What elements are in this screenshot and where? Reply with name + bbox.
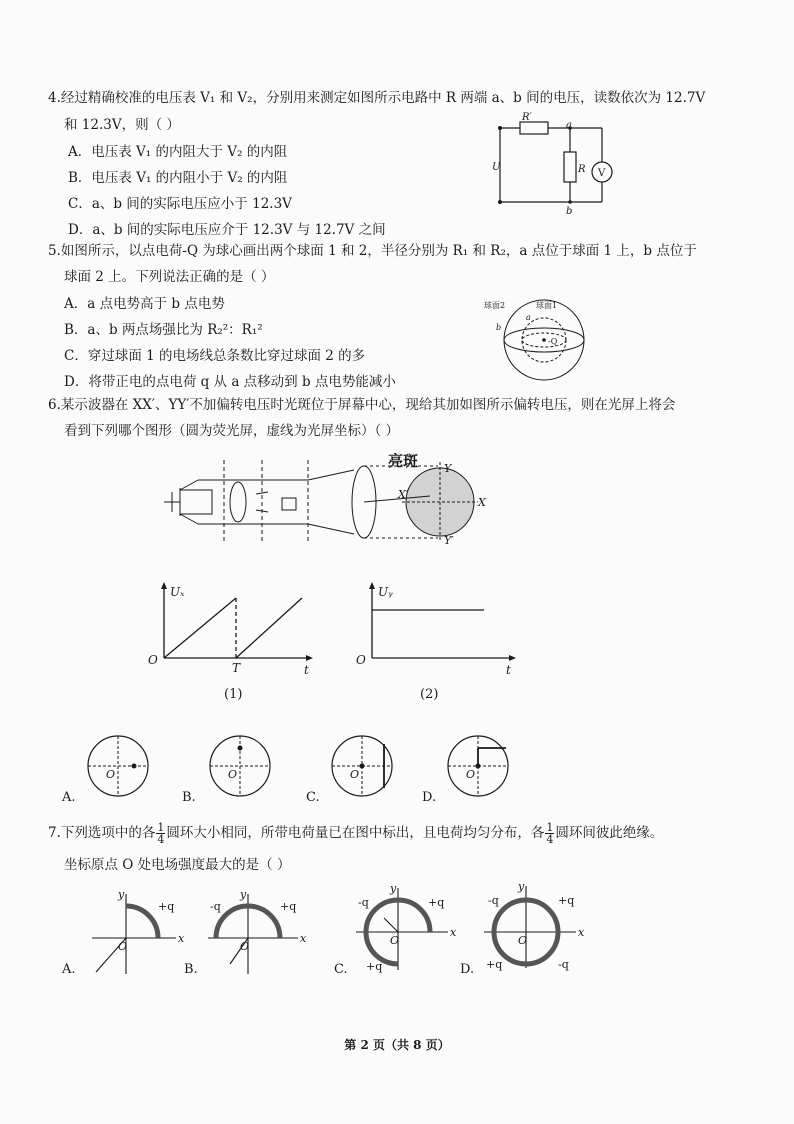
q7-a-charge: +q: [158, 900, 175, 913]
q7-a-y: y: [118, 888, 125, 901]
q5-option-c: C．穿过球面 1 的电场线总条数比穿过球面 2 的多: [64, 348, 366, 364]
q5-option-b: B．a、b 两点场强比为 R₂²：R₁²: [64, 322, 263, 338]
q6-choice-b-screen: [208, 734, 278, 804]
q7-choice-b-figure: [202, 886, 322, 976]
q4-stem-line1: 4.经过精确校准的电压表 V₁ 和 V₂，分别用来测定如图所示电路中 R 两端 a、b 间的电压，读数依次为 12.7V: [48, 90, 706, 106]
label-charge: -Q: [548, 337, 558, 346]
q7-stem-line1: [48, 822, 663, 845]
label-x-prime: X′: [398, 488, 409, 501]
label-y: Y: [444, 462, 452, 475]
q7-frac2-num: 1: [546, 821, 554, 834]
label-sphere1: 球面1: [536, 301, 558, 310]
q7-a-o: O: [118, 940, 128, 953]
label-u: U: [492, 162, 501, 173]
q7-c-x: x: [450, 926, 457, 939]
graph1-xlabel: t: [304, 663, 309, 677]
graph2-origin: O: [356, 653, 366, 667]
q6-stem-line2: 看到下列哪个图形（圆为荧光屏，虚线为光屏坐标）（ ）: [64, 423, 400, 439]
q6-choice-c-label: C.: [306, 790, 320, 805]
q7-choice-d-label: D.: [460, 962, 475, 977]
q7-d-x: x: [578, 926, 585, 939]
q5-stem-line2: 球面 2 上。下列说法正确的是（ ）: [64, 269, 275, 285]
q7-b-charge-pos: +q: [280, 900, 297, 913]
q7-stem-pre: 7.下列选项中的各: [48, 825, 156, 841]
label-sphere2: 球面2: [484, 301, 506, 310]
q6-graph-uy: [352, 580, 522, 710]
q7-frac1-num: 1: [157, 821, 165, 834]
q6-choice-d-origin: O: [466, 768, 476, 781]
q7-choice-c-label: C.: [334, 962, 348, 977]
q7-c-charge-pos2: +q: [366, 960, 383, 973]
q5-option-d: D．将带正电的点电荷 q 从 a 点移动到 b 点电势能减小: [64, 374, 396, 390]
q7-fraction-2: [545, 822, 554, 845]
q6-choice-a-screen: [86, 734, 156, 804]
label-x: X: [478, 496, 486, 509]
q6-choice-b-label: B.: [182, 790, 196, 805]
label-y-prime: Y′: [444, 534, 454, 547]
q6-oscilloscope-tube: [158, 452, 488, 552]
q6-stem-line1: 6.某示波器在 XX′、YY′不加偏转电压时光斑位于屏幕中心，现给其加如图所示偏转电压，则在光屏上将会: [48, 397, 676, 413]
graph1-period: T: [232, 661, 241, 675]
graph2-caption: (2): [420, 687, 439, 702]
q7-b-y: y: [240, 888, 247, 901]
q6-choice-c-screen: [330, 734, 400, 804]
q7-c-o: O: [390, 934, 400, 947]
label-bright-spot: 亮斑: [388, 452, 419, 470]
q7-d-y: y: [518, 880, 525, 893]
q5-stem-line1: 5.如图所示，以点电荷-Q 为球心画出两个球面 1 和 2，半径分别为 R₁ 和 R₂，a 点位于球面 1 上，b 点位于: [48, 243, 697, 259]
q7-d-charge-pos2: +q: [486, 958, 503, 971]
q4-stem-line2: 和 12.3V，则（ ）: [64, 117, 180, 133]
q4-circuit-diagram: [492, 112, 632, 217]
q7-frac2-den: 4: [546, 833, 554, 846]
q7-d-o: O: [518, 934, 528, 947]
q5-sphere-figure: [484, 290, 604, 380]
q7-fraction-1: [156, 822, 165, 845]
label-r: R: [578, 164, 586, 175]
q7-d-charge-neg1: -q: [488, 894, 499, 907]
q7-c-charge-neg: -q: [358, 896, 369, 909]
q4-option-b: B．电压表 V₁ 的内阻小于 V₂ 的内阻: [68, 170, 288, 186]
q7-choice-d-figure: [480, 880, 590, 970]
graph2-ylabel: Uᵧ: [378, 585, 393, 599]
label-b: b: [566, 206, 573, 217]
q4-option-d: D．a、b 间的实际电压应介于 12.3V 与 12.7V 之间: [68, 222, 386, 238]
label-point-b: b: [496, 323, 502, 332]
q6-choice-c-origin: O: [350, 768, 360, 781]
q6-graph-ux: [144, 580, 314, 710]
graph1-caption: (1): [224, 687, 243, 702]
q7-stem-post: 圆环间彼此绝缘。: [555, 825, 664, 841]
q7-b-charge-neg: -q: [210, 900, 221, 913]
label-point-a: a: [526, 313, 531, 322]
q7-frac1-den: 4: [157, 833, 165, 846]
q7-choice-c-figure: [352, 882, 462, 972]
page-footer: 第 2 页（共 8 页）: [344, 1038, 450, 1052]
q7-d-charge-pos1: +q: [558, 894, 575, 907]
q4-option-a: A．电压表 V₁ 的内阻大于 V₂ 的内阻: [68, 144, 288, 160]
q7-c-charge-pos1: +q: [428, 896, 445, 909]
voltmeter-icon: V: [598, 168, 606, 179]
q7-b-o: O: [240, 940, 250, 953]
q6-choice-d-screen: [446, 734, 516, 804]
q6-choice-b-origin: O: [228, 768, 238, 781]
q7-d-charge-neg2: -q: [558, 958, 569, 971]
q6-choice-a-origin: O: [106, 768, 116, 781]
q7-c-y: y: [390, 882, 397, 895]
q7-choice-a-label: A.: [62, 962, 76, 977]
q7-choice-a-figure: [86, 886, 196, 976]
q4-option-c: C．a、b 间的实际电压应小于 12.3V: [68, 196, 292, 212]
q7-stem-mid: 圆环大小相同，所带电荷量已在图中标出，且电荷均匀分布，各: [166, 825, 545, 841]
graph1-origin: O: [148, 653, 158, 667]
q6-choice-d-label: D.: [422, 790, 437, 805]
q7-b-x: x: [300, 932, 307, 945]
label-r-prime: R′: [522, 112, 532, 123]
graph1-ylabel: Uₓ: [170, 585, 185, 599]
q5-option-a: A．a 点电势高于 b 点电势: [64, 296, 225, 312]
q7-a-x: x: [178, 932, 185, 945]
q7-choice-b-label: B.: [184, 962, 198, 977]
q6-choice-a-label: A.: [62, 790, 76, 805]
q7-stem-line2: 坐标原点 O 处电场强度最大的是（ ）: [64, 857, 291, 873]
label-a: a: [566, 120, 572, 131]
graph2-xlabel: t: [506, 663, 511, 677]
